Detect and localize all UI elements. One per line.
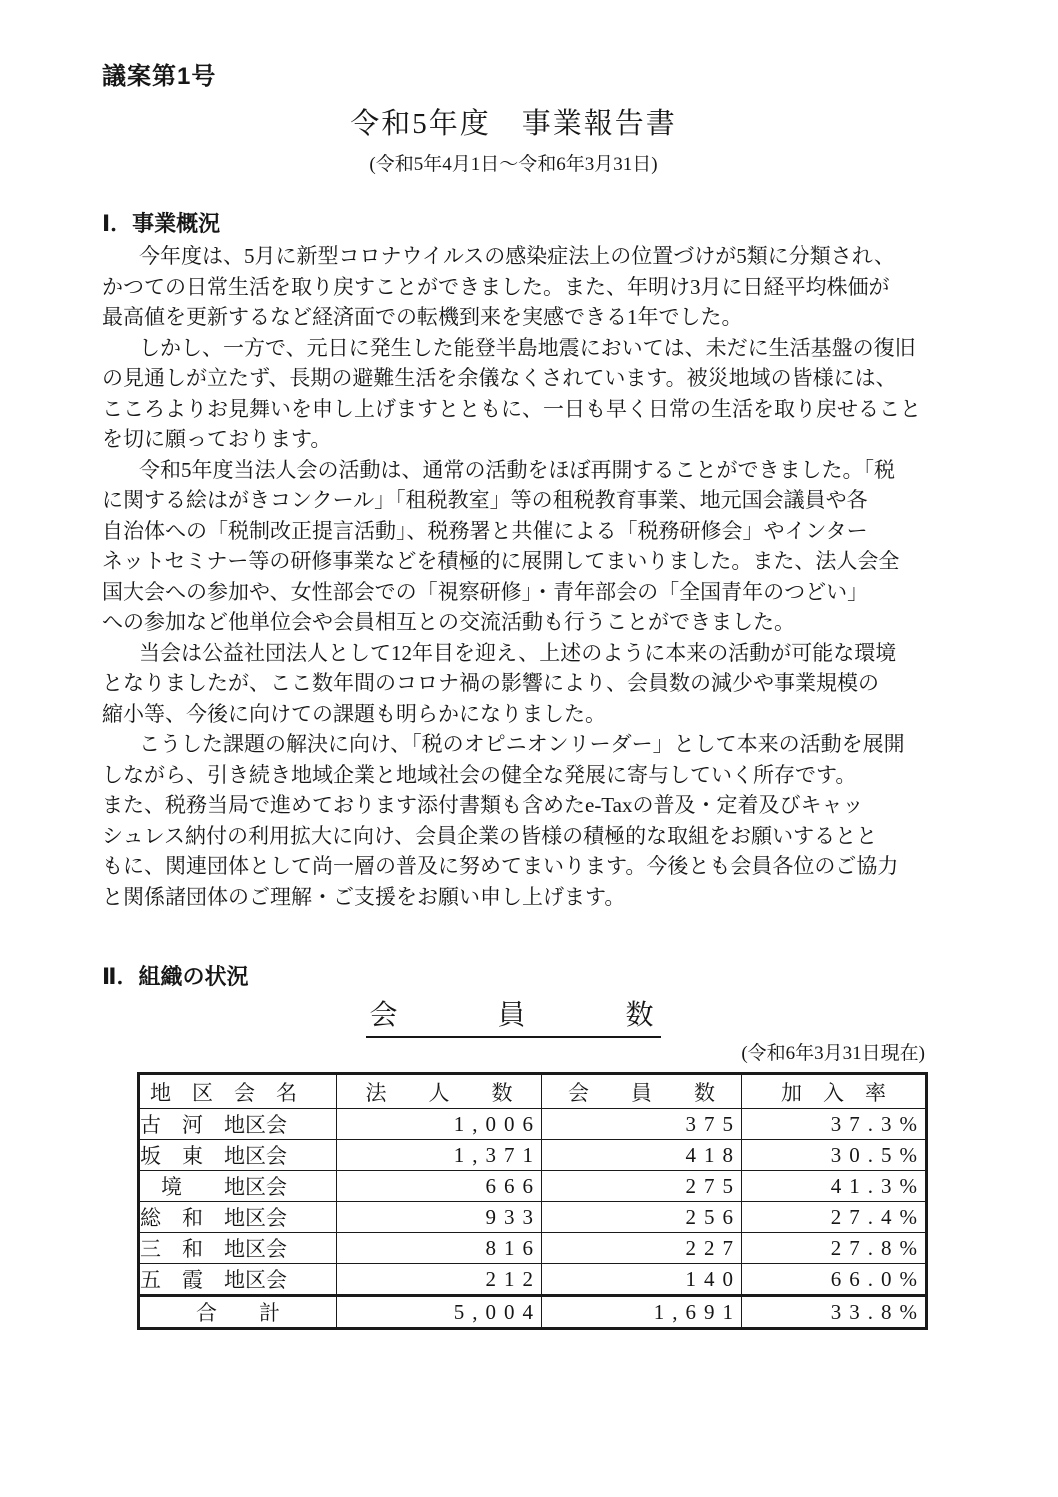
- page-title: 令和5年度 事業報告書: [350, 108, 677, 140]
- paragraph-line: 国大会への参加や、女性部会での「視察研修」・青年部会の「全国青年のつどい」: [102, 579, 869, 604]
- table-row: [139, 1109, 927, 1140]
- table-row: [139, 1202, 927, 1233]
- table-row: [139, 1233, 927, 1264]
- column-header: 会 員 数: [542, 1074, 742, 1109]
- paragraph-line: への参加など他単位会や会員相互との交流活動も行うことができました。: [102, 610, 795, 634]
- as-of-date: (令和6年3月31日現在): [741, 1043, 925, 1064]
- cell-district: 古 河 地区会: [139, 1109, 337, 1140]
- cell-corporations: 816: [337, 1233, 542, 1264]
- cell-members: 1,691: [542, 1296, 742, 1329]
- cell-members: 227: [542, 1233, 742, 1264]
- cell-members: 256: [542, 1202, 742, 1233]
- column-header: 加 入 率: [742, 1074, 927, 1109]
- member-table-body: [139, 1109, 927, 1329]
- paragraph-line: と関係諸団体のご理解・ご支援をお願い申し上げます。: [102, 884, 626, 909]
- paragraph-line: もに、関連団体として尚一層の普及に努めてまいります。今後とも会員各位のご協力: [102, 854, 899, 878]
- paragraph-line: こうした課題の解決に向け、「税のオピニオンリーダー」として本来の活動を展開: [118, 732, 905, 756]
- cell-district: 坂 東 地区会: [139, 1140, 337, 1171]
- paragraph-line: シュレス納付の利用拡大に向け、会員企業の皆様の積極的な取組をお願いするとと: [102, 823, 878, 848]
- paragraph: [102, 638, 925, 730]
- page-subtitle-date-range: (令和5年4月1日～令和6年3月31日): [369, 154, 658, 175]
- cell-rate: 30.5%: [742, 1140, 927, 1171]
- cell-corporations: 212: [337, 1264, 542, 1296]
- cell-rate: 66.0%: [742, 1264, 927, 1296]
- paragraph-line: に関する絵はがきコンクール」「租税教室」等の租税教育事業、地元国会議員や各: [102, 488, 868, 512]
- section2-heading: Ⅱ．組織の状況: [102, 964, 249, 989]
- table-row: [139, 1171, 927, 1202]
- cell-corporations: 933: [337, 1202, 542, 1233]
- cell-members: 418: [542, 1140, 742, 1171]
- cell-rate: 27.8%: [742, 1233, 927, 1264]
- cell-members: 140: [542, 1264, 742, 1296]
- cell-rate: 41.3%: [742, 1171, 927, 1202]
- paragraph-line: 最高値を更新するなど経済面での転機到来を実感できる1年でした。: [102, 305, 743, 329]
- column-header: 法 人 数: [337, 1074, 542, 1109]
- cell-members: 375: [542, 1109, 742, 1140]
- section1-body: [102, 241, 925, 912]
- paragraph-line: 縮小等、今後に向けての課題も明らかになりました。: [102, 701, 606, 726]
- member-table-head: [139, 1074, 927, 1109]
- member-count-title-wrap: [102, 998, 925, 1038]
- table-header-row: [139, 1074, 927, 1109]
- member-table: [137, 1072, 928, 1330]
- cell-district: 三 和 地区会: [139, 1233, 337, 1264]
- table-row: [139, 1140, 927, 1171]
- paragraph-line: の見通しが立たず、長期の避難生活を余儀なくされています。被災地域の皆様には、: [102, 366, 897, 390]
- table-row: [139, 1264, 927, 1296]
- doc-number: 議案第1号: [102, 63, 217, 90]
- section1-heading: Ⅰ．事業概況: [102, 211, 221, 236]
- paragraph-line: こころよりお見舞いを申し上げますとともに、一日も早く日常の生活を取り戻せること: [102, 396, 921, 421]
- paragraph-line: しかし、一方で、元日に発生した能登半島地震においては、未だに生活基盤の復旧: [118, 335, 916, 360]
- cell-district: 合 計: [139, 1296, 337, 1329]
- cell-district: 総 和 地区会: [139, 1202, 337, 1233]
- paragraph-line: 令和5年度当法人会の活動は、通常の活動をほぼ再開することができました。「税: [118, 457, 895, 482]
- paragraph-line: 当会は公益社団法人として12年目を迎え、上述のように本来の活動が可能な環境: [118, 640, 897, 665]
- table-total-row: [139, 1296, 927, 1329]
- cell-rate: 37.3%: [742, 1109, 927, 1140]
- column-header: 地 区 会 名: [139, 1074, 337, 1109]
- paragraph-line: しながら、引き続き地域企業と地域社会の健全な発展に寄与していく所存です。: [102, 762, 857, 787]
- member-count-title: 会 員 数: [366, 998, 660, 1038]
- cell-corporations: 1,006: [337, 1109, 542, 1140]
- paragraph-line: 今年度は、5月に新型コロナウイルスの感染症法上の位置づけが5類に分類され、: [118, 244, 895, 268]
- paragraph: [102, 729, 925, 912]
- cell-corporations: 1,371: [337, 1140, 542, 1171]
- cell-district: 五 霞 地区会: [139, 1264, 337, 1296]
- paragraph-line: となりましたが、ここ数年間のコロナ禍の影響により、会員数の減少や事業規模の: [102, 671, 879, 695]
- paragraph-line: ネットセミナー等の研修事業などを積極的に展開してまいりました。また、法人会全: [102, 549, 900, 573]
- cell-rate: 33.8%: [742, 1296, 927, 1329]
- paragraph: [102, 241, 925, 333]
- paragraph-line: を切に願っております。: [102, 427, 332, 451]
- paragraph-line: また、税務当局で進めております添付書類も含めたe-Taxの普及・定着及びキャッ: [102, 793, 864, 817]
- paragraph-line: かつての日常生活を取り戻すことができました。また、年明け3月に日経平均株価が: [102, 274, 890, 299]
- cell-rate: 27.4%: [742, 1202, 927, 1233]
- cell-corporations: 666: [337, 1171, 542, 1202]
- paragraph: [102, 333, 925, 455]
- paragraph: [102, 455, 925, 638]
- cell-district: 境 地区会: [139, 1171, 337, 1202]
- paragraph-line: 自治体への「税制改正提言活動」、税務署と共催による「税務研修会」やインター: [102, 518, 868, 543]
- cell-corporations: 5,004: [337, 1296, 542, 1329]
- cell-members: 275: [542, 1171, 742, 1202]
